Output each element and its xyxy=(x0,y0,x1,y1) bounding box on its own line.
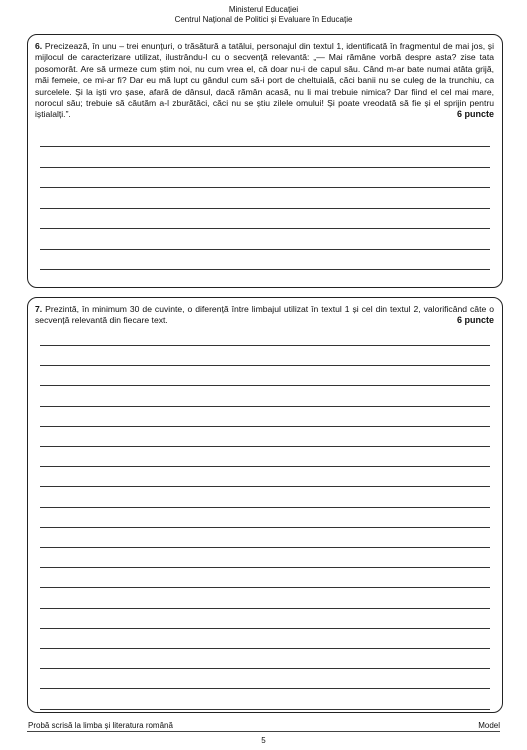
answer-line[interactable] xyxy=(40,208,490,209)
answer-line[interactable] xyxy=(40,406,490,407)
question-6-body: Precizează, în unu – trei enunțuri, o trăsătură a tatălui, personajul din textul 1, identificată în fragmentul de mai jos, și mijlocul de caracterizare utilizat, ilustrându-l cu o secvență relevantă: „— Mai rămâne vorbă despre asta? zise tata posomorât. Are să urmeze cum știm noi, nu cum vrea el, că doar nu-i de capul său. Când m-ar bate numai atâta grijă, măi femeie, ce mi-ar fi? Dar eu mă lupt cu gândul cum să-i port de cheltuială, căci banii nu se culeg de la trunchiu, ca surcelele. Și la iști vro șase, afară de dânsul, dacă rămân acasă, nu li mai trebuie nimica? Dar fiind el cel mai mare, norocul său; trebuie să căutăm a-l zburătăci, căci nu se știu zilele omului! Și poate vreodată să fie și el sprijin pentru iștialalți.”. xyxy=(35,41,495,120)
answer-line[interactable] xyxy=(40,688,490,689)
answer-line[interactable] xyxy=(40,628,490,629)
answer-line[interactable] xyxy=(40,187,490,188)
answer-line[interactable] xyxy=(40,228,490,229)
answer-line[interactable] xyxy=(40,167,490,168)
answer-line[interactable] xyxy=(40,365,490,366)
answer-line[interactable] xyxy=(40,608,490,609)
answer-line[interactable] xyxy=(40,146,490,147)
answer-line[interactable] xyxy=(40,446,490,447)
page-header xyxy=(0,5,527,25)
question-7-text xyxy=(35,304,494,327)
question-7-points: 6 puncte xyxy=(456,315,494,326)
answer-line[interactable] xyxy=(40,709,490,710)
answer-line[interactable] xyxy=(40,426,490,427)
answer-line[interactable] xyxy=(40,486,490,487)
answer-line[interactable] xyxy=(40,587,490,588)
question-6-number: 6. xyxy=(35,41,43,51)
answer-line[interactable] xyxy=(40,466,490,467)
footer-divider xyxy=(27,731,500,732)
answer-line[interactable] xyxy=(40,527,490,528)
footer-exam-title: Probă scrisă la limba și literatura română xyxy=(28,721,173,730)
answer-line[interactable] xyxy=(40,269,490,270)
question-6-box xyxy=(27,34,503,288)
question-7-box xyxy=(27,297,503,713)
header-ministry: Ministerul Educației xyxy=(228,5,299,14)
answer-line[interactable] xyxy=(40,547,490,548)
answer-line[interactable] xyxy=(40,648,490,649)
answer-line[interactable] xyxy=(40,249,490,250)
question-7-number: 7. xyxy=(35,304,43,314)
answer-line[interactable] xyxy=(40,507,490,508)
footer-model-label: Model xyxy=(478,721,500,730)
question-6-points: 6 puncte xyxy=(456,109,494,120)
answer-line[interactable] xyxy=(40,668,490,669)
question-7-body: Prezintă, în minimum 30 de cuvinte, o diferență între limbajul utilizat în textul 1 și cel din textul 2, valorificând câte o secvență relevantă din fiecare text. xyxy=(35,304,494,326)
header-center: Centrul Național de Politici și Evaluare în Educație xyxy=(174,15,353,24)
page-number: 5 xyxy=(261,736,266,745)
question-6-text xyxy=(35,41,494,121)
answer-line[interactable] xyxy=(40,345,490,346)
answer-line[interactable] xyxy=(40,385,490,386)
answer-line[interactable] xyxy=(40,567,490,568)
